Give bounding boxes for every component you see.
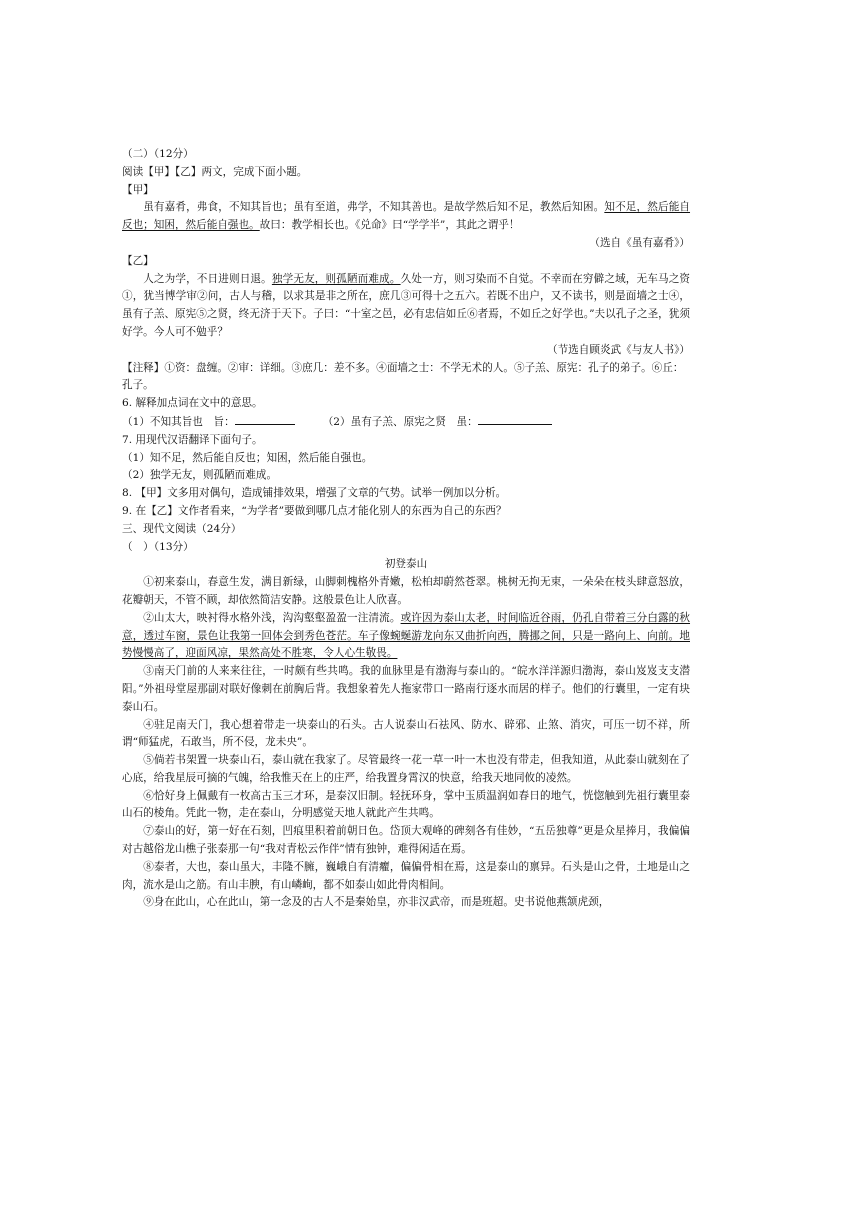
document-page	[122, 146, 690, 912]
passage-yi-text: 人之为学，不日进则日退。独学无友，则孤陋而难成。久处一方，则习染而不自觉。不幸而在穷僻之域，无车马之资①，犹当博学审②问，古人与稽，以求其是非之所在，庶几③可得十之五六。若既不出户，又不读书，则是面墙之士④，虽有子羔、原宪⑤之贤，终无济于天下。子曰：“十室之邑，必有忠信如丘⑥者焉，不如丘之好学也。”夫以孔子之圣，犹须好学。今人可不勉乎？	[122, 272, 691, 338]
passage-jia-label: 【甲】	[122, 183, 154, 196]
question-6-items: （1）不知其旨也 旨： （2）虽有子羔、原宪之贤 虽：	[122, 413, 690, 432]
answer-blank[interactable]	[478, 413, 552, 425]
passage-jia-source: （选自《虽有嘉肴》）	[589, 236, 690, 249]
essay-paragraph: ⑤倘若书架置一块泰山石，泰山就在我家了。尽管最终一花一草一叶一木也没有带走，但我知道，从此泰山就刻在了心底，给我星辰可摘的气魄，给我惟天在上的庄严，给我置身霄汉的快意，给我天地同攸的凌然。	[122, 754, 690, 784]
essay-paragraph: ⑨身在此山，心在此山，第一念及的古人不是秦始皇，亦非汉武帝，而是班超。史书说他燕颔虎颈，	[143, 896, 610, 909]
underlined-sentence: 或许因为泰山太老，时间临近谷雨，仍孔自带着三分白露的秋意，透过车窗，景色让我第一回体会到秀色苍茫。车子像蜿蜒游龙向东又曲折向西，腾挪之间，只是一路向上、向前。地势慢慢高了，迎面风凉，果然高处不胜寒，令人心生敬畏。	[122, 611, 691, 660]
question-7-item-2: （2）独学无友，则孤陋而难成。	[122, 469, 278, 482]
section-heading: 三、现代文阅读（24分）	[122, 522, 242, 535]
underlined-sentence: 独学无友，则孤陋而难成。	[271, 272, 401, 285]
passage-jia-text: 虽有嘉肴，弗食，不知其旨也；虽有至道，弗学，不知其善也。是故学然后知不足，教然后知困。知不足，然后能自反也；知困，然后能自强也。故曰：教学相长也。《兑命》曰“学学半”，其此之谓乎！	[122, 201, 691, 232]
answer-blank[interactable]	[235, 413, 295, 425]
question-7: 7. 用现代汉语翻译下面句子。	[122, 433, 263, 446]
essay-title: 初登泰山	[384, 558, 428, 571]
sub-heading: （ ）（13分）	[122, 540, 194, 553]
passage-yi-source: （节选自顾炎武《与友人书》）	[546, 343, 690, 356]
question-6: 6. 解释加点词在文中的意思。	[122, 397, 263, 410]
essay-paragraph: ②山太大，映衬得水格外浅，沟沟壑壑盈盈一注清流。或许因为泰山太老，时间临近谷雨，仍孔自带着三分白露的秋意，透过车窗，景色让我第一回体会到秀色苍茫。车子像蜿蜒游龙向东又曲折向西，腾挪之间，只是一路向上、向前。地势慢慢高了，迎面风凉，果然高处不胜寒，令人心生敬畏。	[122, 611, 691, 660]
essay-paragraph: ⑦泰山的好，第一好在石刻，凹痕里积着前朝日色。岱顶大观峰的碑刻各有佳妙，“五岳独尊”更是众星捧月，我偏偏对古越俗龙山樵子张泰那一句“我对青松云作伴”情有独钟，难得闲适在焉。	[122, 825, 690, 856]
essay-paragraph: ③南天门前的人来来往往，一时颇有些共鸣。我的血脉里是有渤海与泰山的。“皖水洋洋源归渤海，泰山岌岌支支潜阳。”外祖母堂屋那副对联好像刺在前胸后背。我想象着先人拖家带口一路南行逐水而居的样子。他们的行囊里，一定有块泰山石。	[122, 665, 690, 713]
essay-paragraph: ④驻足南天门，我心想着带走一块泰山的石头。古人说泰山石祛风、防水、辟邪、止煞、消灾，可压一切不祥，所谓“师猛虎，石敢当，所不侵，龙未央”。	[122, 718, 690, 749]
underlined-sentence: 知不足，然后能自反也；知困，然后能自强也。	[122, 201, 691, 232]
annotations: 【注释】①资：盘缠。②审：详细。③庶几：差不多。④面墙之士：不学无术的人。⑤子羔、原宪：孔子的弟子。⑥丘：孔子。	[122, 361, 684, 392]
question-8: 8. 【甲】文多用对偶句，造成铺排效果，增强了文章的气势。试举一例加以分析。	[122, 487, 507, 500]
question-7-item-1: （1）知不足，然后能自反也；知困，然后能自强也。	[122, 451, 373, 464]
question-9: 9. 在【乙】文作者看来，“为学者”要做到哪几点才能化别人的东西为自己的东西？	[122, 504, 507, 517]
passage-yi-label: 【乙】	[122, 254, 154, 267]
section-heading: （二）（12分）	[122, 148, 194, 160]
essay-paragraph: ⑧泰者，大也，泰山虽大，丰隆不臃，巍峨自有清癯，偏偏骨相在焉，这是泰山的禀异。石头是山之骨，土地是山之肉，流水是山之筋。有山丰腴，有山嶙峋，都不如泰山如此骨肉相间。	[122, 860, 690, 891]
essay-paragraph: ①初来泰山，春意生发，满目新绿，山脚刺槐格外青嫩，松柏却蔚然苍翠。桃树无拘无束，一朵朵在枝头肆意怒放，花瓣朝天，不管不顾，却依然简洁安静。这般景色让人欣喜。	[122, 576, 690, 606]
reading-instruction: 阅读【甲】【乙】两文，完成下面小题。	[122, 165, 308, 178]
essay-paragraph: ⑥恰好身上佩戴有一枚高古玉三才环，是泰汉旧制。轻抚环身，掌中玉质温润如春日的地气，恍惚触到先祖行囊里泰山石的棱角。凭此一物，走在泰山，分明感觉天地人就此产生共鸣。	[122, 789, 690, 820]
